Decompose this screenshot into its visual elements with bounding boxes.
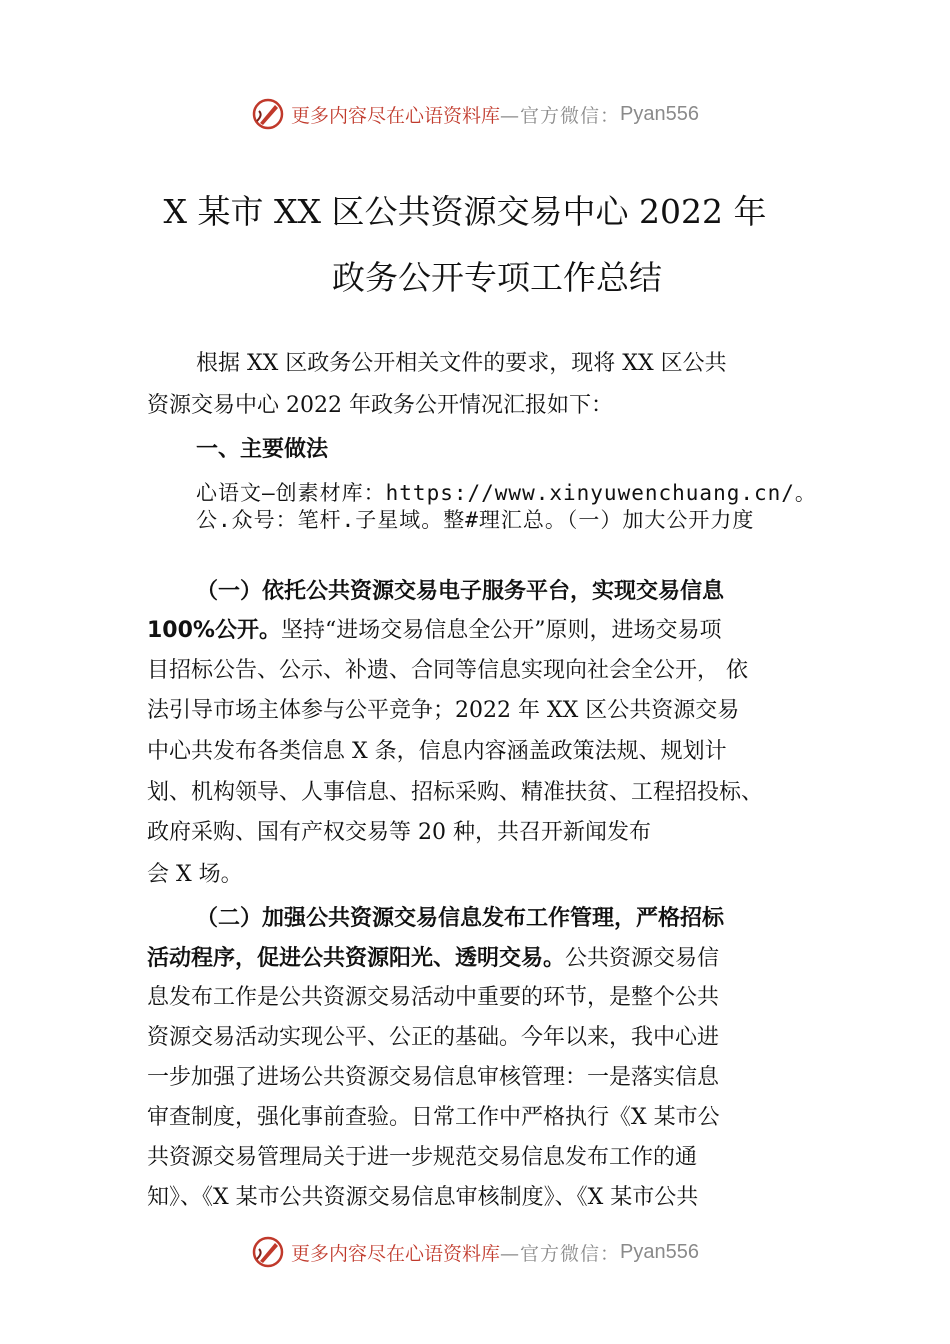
footer-wechat-account: Pyan556 (620, 1240, 699, 1263)
footer-wechat-label: —官方微信： (500, 1242, 621, 1265)
para1-line-7: 政府采购、国有产权交易等 20 种，共召开新闻发布 (147, 820, 651, 845)
quill-pen-logo-icon (251, 1235, 285, 1269)
para1-line-2 (147, 616, 827, 646)
para2-line-6: 审查制度，强化事前查验。日常工作中严格执行《X 某市公 (147, 1105, 720, 1130)
para2-line-2 (147, 943, 827, 974)
para1-heading-line1: （一）依托公共资源交易电子服务平台，实现交易信息 (196, 578, 725, 604)
document-title-line2: 政务公开专项工作总结 (332, 258, 662, 297)
intro-line-2: 资源交易中心 2022 年政务公开情况汇报如下： (147, 393, 613, 418)
para1-line-5: 中心共发布各类信息 X 条，信息内容涵盖政策法规、规划计 (147, 739, 727, 764)
para1-line2-rest: 坚持“进场交易信息全公开”原则，进场交易项 (280, 618, 722, 643)
para2-line-3: 息发布工作是公共资源交易活动中重要的环节，是整个公共 (147, 985, 720, 1010)
intro-line-1: 根据 XX 区政务公开相关文件的要求，现将 XX 区公共 (196, 351, 727, 376)
para1-line-8: 会 X 场。 (147, 862, 243, 887)
quill-pen-logo-icon (251, 97, 285, 131)
para1-line-4: 法引导市场主体参与公平竞争；2022 年 XX 区公共资源交易 (147, 698, 740, 723)
banner-wechat-label: —官方微信： (500, 104, 621, 127)
section-heading-main-practices: 一、主要做法 (196, 437, 329, 462)
para1-line-6: 划、机构领导、人事信息、招标采购、精准扶贫、工程招投标、 (147, 780, 764, 805)
para2-heading-line1: （二）加强公共资源交易信息发布工作管理，严格招标 (196, 905, 725, 931)
para1-line-3: 目招标公告、公示、补遗、合同等信息实现向社会全公开， 依 (147, 658, 748, 683)
footer-banner (0, 1232, 950, 1272)
para2-heading-line2: 活动程序，促进公共资源阳光、透明交易。 (147, 945, 566, 971)
footer-library-text: 更多内容尽在心语资料库 (291, 1242, 501, 1265)
document-title-line1: X 某市 XX 区公共资源交易中心 2022 年 (163, 192, 767, 231)
para2-line2-rest: 公共资源交易信 (565, 946, 720, 971)
para1-heading-line2: 100%公开。 (147, 618, 281, 643)
banner-wechat-account: Pyan556 (620, 102, 699, 125)
inserted-source-text: 心语文—创素材库：https://www.xinyuwenchuang.cn/。公.众号：笔杆.子星域。整#理汇总。（一）加大公开力度 (196, 481, 817, 532)
header-banner (0, 94, 950, 134)
para2-line-8: 知》、《X 某市公共资源交易信息审核制度》、《X 某市公共 (147, 1185, 699, 1210)
para2-line-5: 一步加强了进场公共资源交易信息审核管理：一是落实信息 (147, 1065, 720, 1090)
para2-line-7: 共资源交易管理局关于进一步规范交易信息发布工作的通 (147, 1145, 698, 1170)
banner-library-text: 更多内容尽在心语资料库 (291, 104, 501, 127)
para2-line-4: 资源交易活动实现公平、公正的基础。今年以来，我中心进 (147, 1025, 720, 1050)
